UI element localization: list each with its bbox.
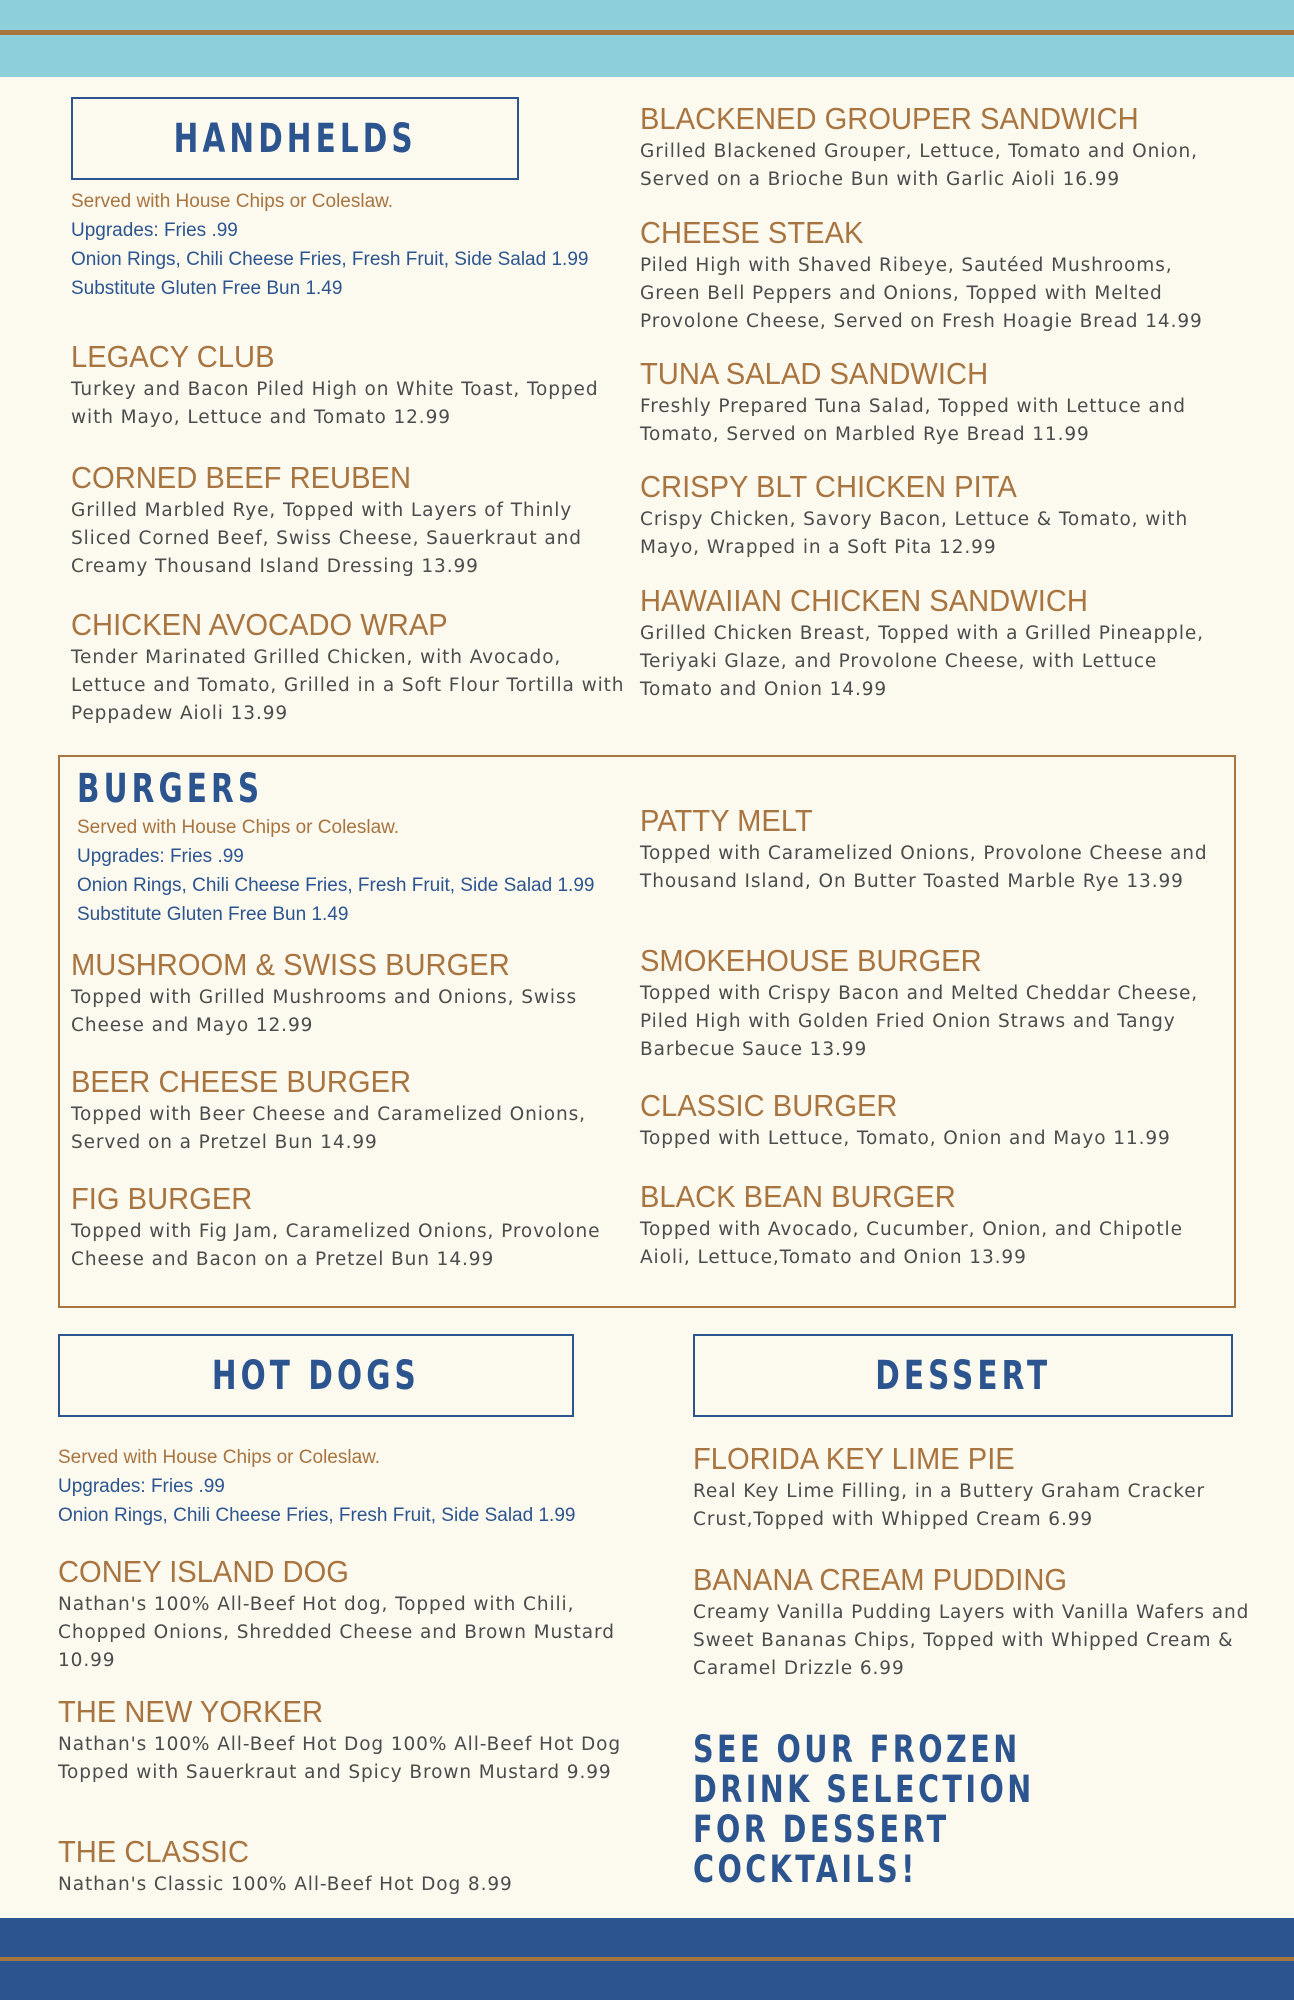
- menu-item: [693, 1563, 1253, 1683]
- item-name: THE NEW YORKER: [58, 1694, 323, 1729]
- item-description: Topped with Grilled Mushrooms and Onions, Swiss Cheese and Mayo 12.99: [71, 987, 578, 1036]
- menu-item: [71, 461, 631, 581]
- item-description: Nathan's 100% All-Beef Hot Dog 100% All-Beef Hot Dog Topped with Sauerkraut and Spicy Brown Mustard 9.99: [58, 1734, 621, 1783]
- handhelds-notes: [71, 187, 631, 303]
- menu-item: [640, 1089, 1220, 1153]
- item-description: Tender Marinated Grilled Chicken, with Avocado, Lettuce and Tomato, Grilled in a Soft Flour Tortilla with Peppadew Aioli 13.99: [71, 647, 625, 724]
- item-description: Topped with Caramelized Onions, Provolone Cheese and Thousand Island, On Butter Toasted Marble Rye 13.99: [640, 843, 1208, 892]
- menu-item: [693, 1442, 1253, 1534]
- item-name: BEER CHEESE BURGER: [71, 1064, 412, 1099]
- hotdogs-upgrades-note: Upgrades: Fries .99: [58, 1476, 225, 1497]
- menu-item: [640, 1180, 1220, 1272]
- top-banner: [0, 0, 1294, 77]
- item-name: FLORIDA KEY LIME PIE: [693, 1441, 1015, 1476]
- item-description: Topped with Crispy Bacon and Melted Cheddar Cheese, Piled High with Golden Fried Onion Straws and Tangy Barbecue Sauce 13.99: [640, 983, 1199, 1060]
- item-description: Nathan's Classic 100% All-Beef Hot Dog 8.99: [58, 1874, 513, 1895]
- dessert-title-box: [693, 1334, 1233, 1417]
- item-name: BLACKENED GROUPER SANDWICH: [640, 101, 1139, 136]
- item-name: SMOKEHOUSE BURGER: [640, 943, 982, 978]
- item-name: TUNA SALAD SANDWICH: [640, 356, 989, 391]
- bottom-divider-line: [0, 1957, 1294, 1961]
- item-description: Topped with Lettuce, Tomato, Onion and Mayo 11.99: [640, 1128, 1171, 1149]
- menu-item: [71, 340, 631, 432]
- menu-item: [58, 1835, 628, 1899]
- item-description: Nathan's 100% All-Beef Hot dog, Topped with Chili, Chopped Onions, Shredded Cheese and Brown Mustard 10.99: [58, 1594, 615, 1671]
- dessert-promo-wrap: [693, 1730, 1193, 1890]
- item-name: BLACK BEAN BURGER: [640, 1179, 956, 1214]
- burgers-served-note: Served with House Chips or Coleslaw.: [77, 817, 400, 838]
- menu-item: [58, 1695, 628, 1787]
- item-description: Grilled Marbled Rye, Topped with Layers of Thinly Sliced Corned Beef, Swiss Cheese, Sauerkraut and Creamy Thousand Island Dressing 13.99: [71, 500, 582, 577]
- hotdogs-title: HOT DOGS: [211, 1352, 421, 1399]
- item-name: CORNED BEEF REUBEN: [71, 460, 412, 495]
- item-name: BANANA CREAM PUDDING: [693, 1562, 1068, 1597]
- item-name: FIG BURGER: [71, 1181, 253, 1216]
- top-divider-line: [0, 30, 1294, 35]
- item-description: Topped with Beer Cheese and Caramelized Onions, Served on a Pretzel Bun 14.99: [71, 1104, 586, 1153]
- menu-item: [640, 357, 1230, 449]
- hotdogs-notes: [58, 1443, 658, 1530]
- item-name: CLASSIC BURGER: [640, 1088, 898, 1123]
- item-name: CONEY ISLAND DOG: [58, 1554, 349, 1589]
- menu-item: [640, 804, 1220, 896]
- menu-item: [71, 608, 631, 728]
- item-description: Real Key Lime Filling, in a Buttery Graham Cracker Crust,Topped with Whipped Cream 6.99: [693, 1481, 1206, 1530]
- item-name: LEGACY CLUB: [71, 339, 275, 374]
- menu-item: [640, 584, 1230, 704]
- item-name: CHICKEN AVOCADO WRAP: [71, 607, 448, 642]
- handhelds-title: HANDHELDS: [173, 115, 417, 162]
- burgers-title-wrap: [77, 766, 304, 812]
- dessert-title: DESSERT: [875, 1352, 1051, 1399]
- frozen-drink-promo: SEE OUR FROZEN DRINK SELECTION FOR DESSERT COCKTAILS!: [693, 1728, 1035, 1891]
- item-name: MUSHROOM & SWISS BURGER: [71, 947, 510, 982]
- burgers-upgrades-note: Upgrades: Fries .99: [77, 846, 244, 867]
- menu-item: [640, 102, 1230, 194]
- item-description: Freshly Prepared Tuna Salad, Topped with Lettuce and Tomato, Served on Marbled Rye Bread 11.99: [640, 396, 1186, 445]
- item-name: CHEESE STEAK: [640, 215, 864, 250]
- item-description: Topped with Avocado, Cucumber, Onion, and Chipotle Aioli, Lettuce,Tomato and Onion 13.99: [640, 1219, 1183, 1268]
- hotdogs-options-note: Onion Rings, Chili Cheese Fries, Fresh Fruit, Side Salad 1.99: [58, 1505, 576, 1526]
- item-description: Turkey and Bacon Piled High on White Toast, Topped with Mayo, Lettuce and Tomato 12.99: [71, 379, 599, 428]
- handhelds-served-note: Served with House Chips or Coleslaw.: [71, 191, 394, 212]
- item-description: Crispy Chicken, Savory Bacon, Lettuce & Tomato, with Mayo, Wrapped in a Soft Pita 12.99: [640, 509, 1189, 558]
- menu-item: [640, 944, 1220, 1064]
- item-description: Piled High with Shaved Ribeye, Sautéed Mushrooms, Green Bell Peppers and Onions, Topped with Melted Provolone Cheese, Served on Fresh Hoagie Bread 14.99: [640, 255, 1203, 332]
- hotdogs-title-box: [58, 1334, 574, 1417]
- burgers-gluten-note: Substitute Gluten Free Bun 1.49: [77, 904, 349, 925]
- menu-item: [640, 470, 1230, 562]
- item-description: Creamy Vanilla Pudding Layers with Vanilla Wafers and Sweet Bananas Chips, Topped with Whipped Cream & Caramel Drizzle 6.99: [693, 1602, 1250, 1679]
- item-name: PATTY MELT: [640, 803, 813, 838]
- burgers-options-note: Onion Rings, Chili Cheese Fries, Fresh Fruit, Side Salad 1.99: [77, 875, 595, 896]
- hotdogs-served-note: Served with House Chips or Coleslaw.: [58, 1447, 381, 1468]
- item-description: Grilled Blackened Grouper, Lettuce, Tomato and Onion, Served on a Brioche Bun with Garlic Aioli 16.99: [640, 141, 1198, 190]
- item-description: Topped with Fig Jam, Caramelized Onions, Provolone Cheese and Bacon on a Pretzel Bun 14.99: [71, 1221, 601, 1270]
- menu-item: [58, 1555, 628, 1675]
- menu-item: [71, 1182, 631, 1274]
- burgers-notes: [77, 813, 637, 929]
- menu-item: [640, 216, 1230, 336]
- handhelds-title-box: [71, 97, 519, 180]
- menu-item: [71, 1065, 631, 1157]
- item-name: CRISPY BLT CHICKEN PITA: [640, 469, 1017, 504]
- burgers-title: BURGERS: [77, 766, 264, 812]
- item-description: Grilled Chicken Breast, Topped with a Grilled Pineapple, Teriyaki Glaze, and Provolone Cheese, with Lettuce Tomato and Onion 14.99: [640, 623, 1204, 700]
- handhelds-upgrades-note: Upgrades: Fries .99: [71, 220, 238, 241]
- item-name: HAWAIIAN CHICKEN SANDWICH: [640, 583, 1088, 618]
- menu-item: [71, 948, 631, 1040]
- handhelds-gluten-note: Substitute Gluten Free Bun 1.49: [71, 278, 343, 299]
- item-name: THE CLASSIC: [58, 1834, 250, 1869]
- handhelds-options-note: Onion Rings, Chili Cheese Fries, Fresh Fruit, Side Salad 1.99: [71, 249, 589, 270]
